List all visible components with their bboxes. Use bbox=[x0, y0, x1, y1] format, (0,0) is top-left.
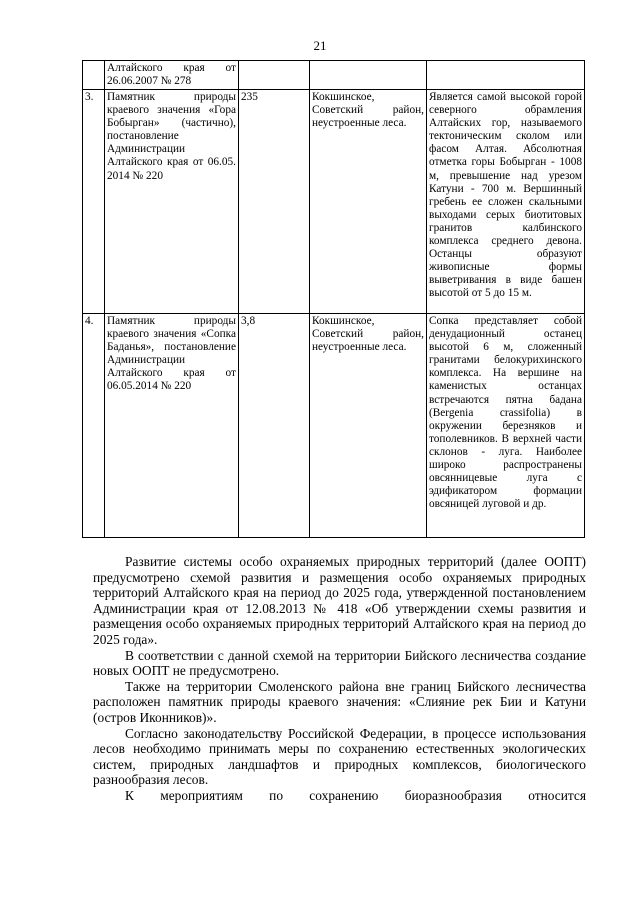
row-number bbox=[83, 61, 105, 90]
table-row bbox=[83, 61, 585, 90]
paragraph: Развитие системы особо охраняемых природных территорий (далее ООПТ) предусмотрено схемой развития и размещения особо охраняемых природных территорий Алтайского края на период до 2025 года, утвержденной постановлением Администрации края от 12.08.2013 № 418 «Об утверждении схемы развития и размещения особо охраняемых природных территорий Алтайского края на период до 2025 года». bbox=[93, 554, 586, 647]
object-location bbox=[310, 61, 427, 90]
row-number: 4. bbox=[83, 314, 105, 538]
object-area: 235 bbox=[239, 90, 310, 314]
object-area bbox=[239, 61, 310, 90]
paragraph: Также на территории Смоленского района вне границ Бийского лесничества расположен памятник природы краевого значения: «Слияние рек Бии и Катуни (остров Иконников)». bbox=[93, 678, 586, 725]
paragraph: Согласно законодательству Российской Федерации, в процессе использования лесов необходимо принимать меры по сохранению естественных экологических систем, природных ландшафтов и природных комплексов, биологического разнообразия лесов. bbox=[93, 725, 586, 788]
body-text bbox=[93, 554, 586, 804]
protected-areas-table bbox=[82, 60, 585, 538]
row-number: 3. bbox=[83, 90, 105, 314]
paragraph: В соответствии с данной схемой на территории Бийского лесничества создание новых ООПТ не предусмотрено. bbox=[93, 647, 586, 679]
object-description bbox=[427, 61, 585, 90]
object-area: 3,8 bbox=[239, 314, 310, 538]
object-location: Кокшинское, Советский район, неустроенные леса. bbox=[310, 314, 427, 538]
table-row bbox=[83, 90, 585, 314]
page-number: 21 bbox=[313, 38, 327, 53]
object-name: Алтайского края от 26.06.2007 № 278 bbox=[105, 61, 239, 90]
paragraph: К мероприятиям по сохранению биоразнообразия относится bbox=[125, 787, 586, 803]
object-description: Сопка представляет собой денудационный останец высотой 6 м, сложенный гранитами белокурихинского комплекса. На вершине на каменистых останцах встречаются пятна бадана (Bergenia crassifolia) в окружении березняков и тополевников. В верхней части склонов - луга. Наиболее широко распространены овсянницевые луга с эдификатором формации овсяницей луговой и др. bbox=[427, 314, 585, 538]
object-description: Является самой высокой горой северного обрамления Алтайских гор, называемого тектоническим сколом или фасом Алтая. Абсолютная отметка горы Бобырган - 1008 м, превышение над урезом Катуни - 700 м. Вершинный гребень ее сложен скальными выходами серых биотитовых гранитов калбинского комплекса среднего девона. Останцы образуют живописные формы выветривания в виде башен высотой от 5 до 15 м. bbox=[427, 90, 585, 314]
object-location: Кокшинское, Советский район, неустроенные леса. bbox=[310, 90, 427, 314]
object-name: Памятник природы краевого значения «Гора Бобырган» (частично), постановление Администрации Алтайского края от 06.05. 2014 № 220 bbox=[105, 90, 239, 314]
table-row bbox=[83, 314, 585, 538]
object-name: Памятник природы краевого значения «Сопка Баданья», постановление Администрации Алтайского края от 06.05.2014 № 220 bbox=[105, 314, 239, 538]
